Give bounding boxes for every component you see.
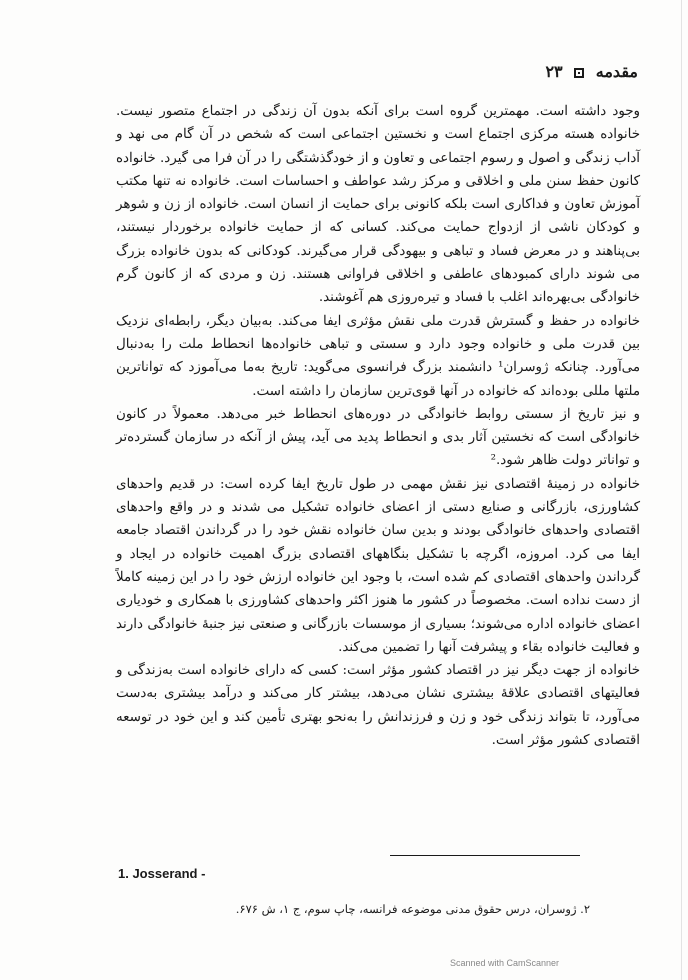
footnote-divider [390,855,580,856]
square-ornament-icon [574,68,584,78]
page-number: ۲۳ [545,62,563,81]
paragraph-1: وجود داشته است. مهمترین گروه است برای آنکه بدون آن زندگی در اجتماع متصور نیست. خانواده هسته مرکزی اجتماع است و نخستین اجتماعی است که شخص در آن گام می نهد و آداب زندگی و اصول و رسوم اجتماعی و تعاون و از خودگذشتگی را در آن فرا می گیرد. خانواده کانون حفظ سنن ملی و اخلاقی و مرکز رشد عواطف و احساسات است. خانواده نه تنها مکتب آموزش تعاون و فداکاری است بلکه کانونی برای حمایت از انسان است. خانواده از زن و شوهر و کودکان ناشی از ازدواج حمایت می‌کند. کسانی که از حمایت خانواده برخوردار نیستند، بی‌پناهند و در معرض فساد و تباهی و بیهودگی قرار می‌گیرند. کودکانی که بدون خانواده بزرگ می شوند دارای کمبودهای عاطفی و اخلاقی فراوانی هستند. زن و مردی که از کانون گرم خانوادگی بی‌بهره‌اند اغلب با فساد و تیره‌روزی هم آغوشند. [116,104,640,306]
page-edge [681,0,682,980]
paragraph-2: خانواده در حفظ و گسترش قدرت ملی نقش مؤثری ایفا می‌کند. به‌بیان دیگر، رابطه‌ای نزدیک بین قدرت ملی و خانواده وجود دارد و سستی و تباهی خانواده‌ها انحطاط ملت را به‌دنبال می‌آورد. چنانکه ژوسران¹ دانشمند بزرگ فرانسوی می‌گوید: تاریخ به‌ما می‌آموزد که تواناترین ملتها مللی بوده‌اند که خانواده در آنها قوی‌ترین سازمان را داشته است. [116,313,640,399]
running-head [545,62,638,81]
page-header [118,62,638,90]
paragraph-4: خانواده در زمینهٔ اقتصادی نیز نقش مهمی در طول تاریخ ایفا کرده است: در قدیم واحدهای کشاورزی، بازرگانی و صنایع دستی از اعضای خانواده تشکیل می شدند و در واقع واحدهای اقتصادی واحدهای خانوادگی بودند و بدین سان خانواده نقش خود را در گرداندن اقتصاد جامعه ایفا می کرد. امروزه، اگرچه با تشکیل بنگاههای اقتصادی بزرگ اهمیت خانواده در ایجاد و گرداندن واحدهای اقتصادی کم شده است، با وجود این خانواده ارزش خود را در این زمینه کاملاً از دست نداده است. مخصوصاً در کشور ما هنوز اکثر واحدهای کشاورزی با همکاری و خودیاری اعضای خانواده اداره می‌شوند؛ بسیاری از موسسات بازرگانی و صنعتی نیز جنبهٔ خانوادگی دارند و فعالیت خانواده بقاء و پیشرفت آنها را تضمین می‌کند. [116,476,640,655]
paragraph-5: خانواده از جهت دیگر نیز در اقتصاد کشور مؤثر است: کسی که دارای خانواده است به‌زندگی و فعالیتهای اقتصادی علاقهٔ بیشتری نشان می‌دهد، بیشتر کار می‌کند و درآمد بیشتری به‌دست می‌آورد، تا بتواند زندگی خود و زن و فرزندانش را به‌نحو بهتری تأمین کند و این خود در توسعه اقتصادی کشور مؤثر است. [116,663,640,749]
footnote-1: 1. Josserand - [118,866,206,881]
footnote-2: ۲. ژوسران، درس حقوق مدنی موضوعه فرانسه، چاپ سوم، ج ۱، ش ۶۷۶. [235,902,590,916]
scanner-watermark: Scanned with CamScanner [450,958,560,968]
chapter-title: مقدمه [595,62,638,81]
body-text [116,100,640,752]
paragraph-3: و نیز تاریخ از سستی روابط خانوادگی در دوره‌های انحطاط خبر می‌دهد. معمولاً در کانون خانوادگی است که نخستین آثار بدی و انحطاط پدید می آید، پیش از آنکه در سازمان گسترده‌تر و تواناتر دولت ظاهر شود.² [116,406,640,469]
